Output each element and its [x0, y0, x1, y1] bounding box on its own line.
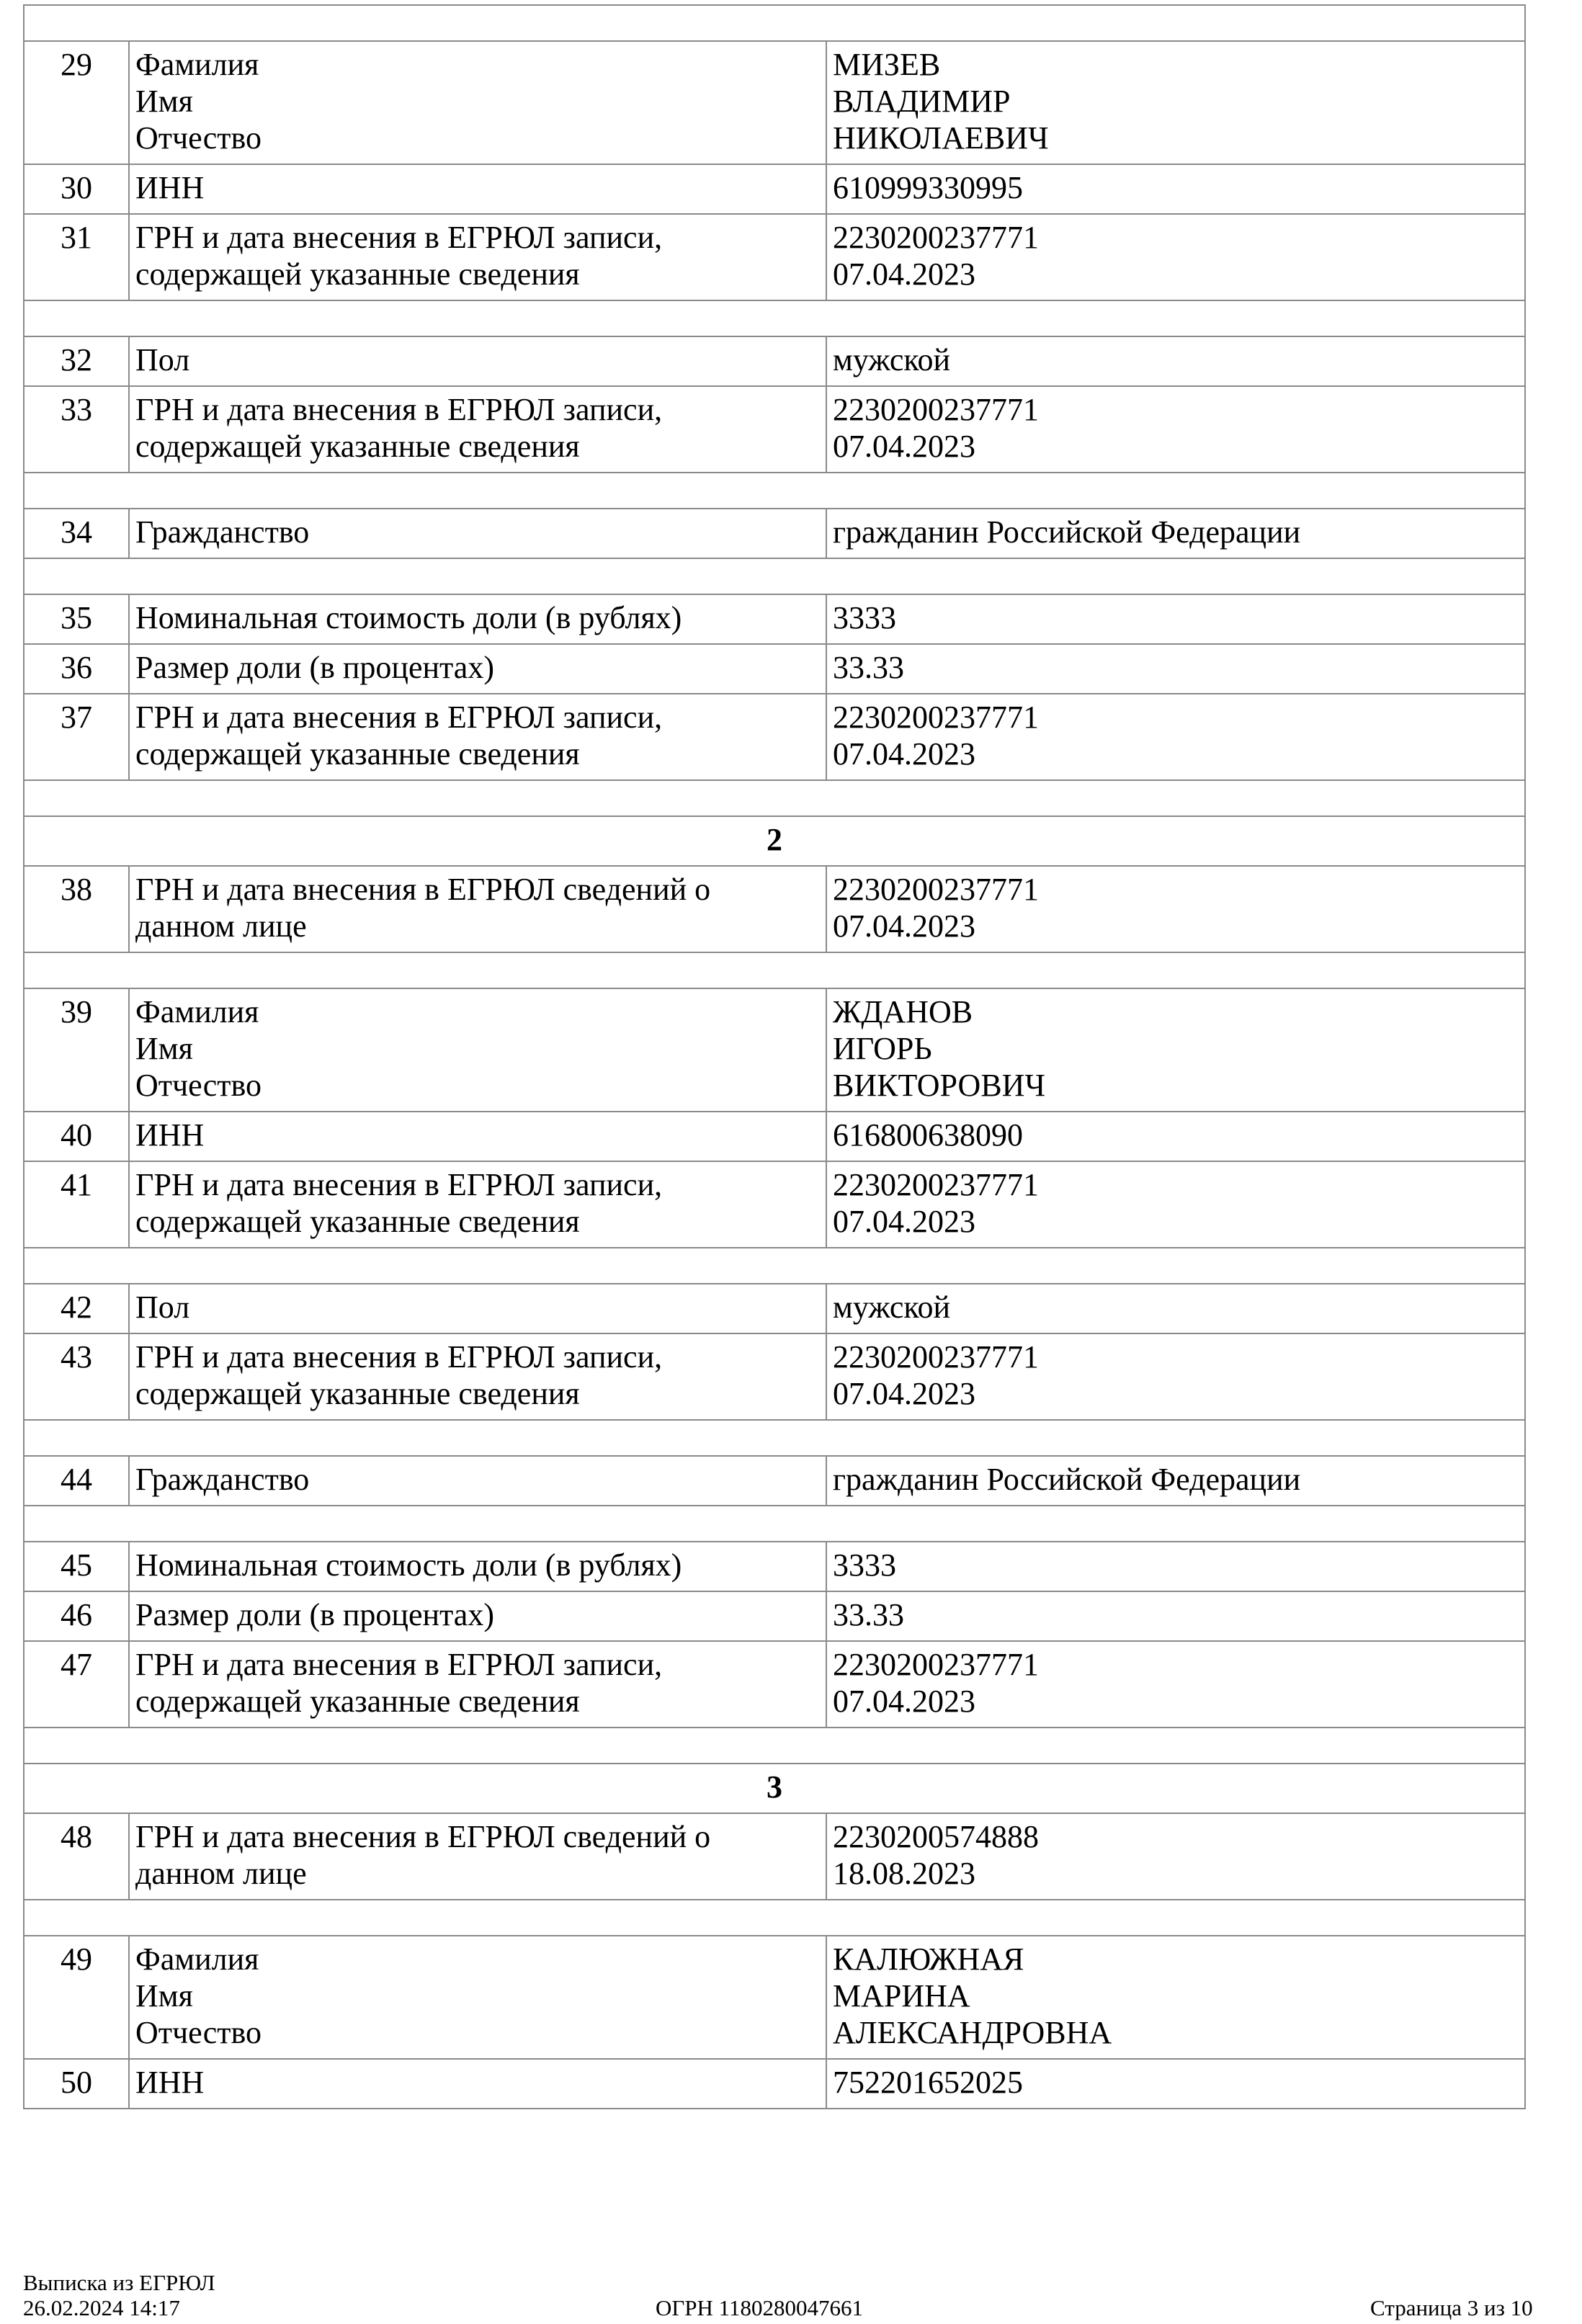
- field-label: Размер доли (в процентах): [129, 1591, 826, 1641]
- section-number: 2: [24, 816, 1525, 866]
- table-row: [24, 1284, 1525, 1333]
- row-number: 37: [24, 694, 129, 780]
- spacer-cell: [24, 558, 1525, 594]
- spacer-row: [24, 780, 1525, 816]
- spacer-cell: [24, 1728, 1525, 1764]
- field-label: ГРН и дата внесения в ЕГРЮЛ сведений о данном лице: [129, 866, 826, 952]
- spacer-cell: [24, 300, 1525, 336]
- footer-document-info: [23, 2270, 215, 2320]
- section-number: 3: [24, 1764, 1525, 1813]
- field-value: 3333: [826, 594, 1525, 644]
- row-number: 45: [24, 1542, 129, 1591]
- row-number: 42: [24, 1284, 129, 1333]
- row-number: 50: [24, 2059, 129, 2109]
- spacer-cell: [24, 1248, 1525, 1284]
- field-label: ИНН: [129, 1112, 826, 1161]
- spacer-cell: [24, 780, 1525, 816]
- spacer-row: [24, 1900, 1525, 1936]
- table-row: [24, 1112, 1525, 1161]
- field-value: 3333: [826, 1542, 1525, 1591]
- spacer-row: [24, 300, 1525, 336]
- spacer-row: [24, 1728, 1525, 1764]
- field-label: Фамилия Имя Отчество: [129, 988, 826, 1112]
- field-value: 2230200237771 07.04.2023: [826, 1161, 1525, 1248]
- field-value: 616800638090: [826, 1112, 1525, 1161]
- row-number: 40: [24, 1112, 129, 1161]
- row-number: 46: [24, 1591, 129, 1641]
- table-row: [24, 1161, 1525, 1248]
- footer-page-number: Страница 3 из 10: [1370, 2295, 1533, 2320]
- spacer-row: [24, 5, 1525, 41]
- table-row: [24, 214, 1525, 300]
- footer-ogrn: ОГРН 1180280047661: [656, 2295, 864, 2320]
- field-label: ИНН: [129, 2059, 826, 2109]
- field-label: Фамилия Имя Отчество: [129, 1936, 826, 2059]
- spacer-row: [24, 558, 1525, 594]
- row-number: 43: [24, 1333, 129, 1420]
- field-value: 2230200237771 07.04.2023: [826, 386, 1525, 473]
- footer-datetime: 26.02.2024 14:17: [23, 2295, 180, 2320]
- spacer-cell: [24, 473, 1525, 509]
- field-label: ИНН: [129, 164, 826, 214]
- field-value: гражданин Российской Федерации: [826, 509, 1525, 558]
- table-row: [24, 594, 1525, 644]
- table-row: [24, 1542, 1525, 1591]
- field-label: ГРН и дата внесения в ЕГРЮЛ записи, содержащей указанные сведения: [129, 1333, 826, 1420]
- field-label: Пол: [129, 336, 826, 386]
- table-row: [24, 866, 1525, 952]
- table-row: [24, 1813, 1525, 1900]
- row-number: 36: [24, 644, 129, 694]
- spacer-row: [24, 1420, 1525, 1456]
- field-value: мужской: [826, 1284, 1525, 1333]
- field-value: 33.33: [826, 644, 1525, 694]
- table-row: [24, 386, 1525, 473]
- row-number: 29: [24, 41, 129, 164]
- section-header-row: [24, 816, 1525, 866]
- table-row: [24, 41, 1525, 164]
- table-row: [24, 1591, 1525, 1641]
- field-value: 2230200237771 07.04.2023: [826, 694, 1525, 780]
- field-value: 2230200237771 07.04.2023: [826, 214, 1525, 300]
- row-number: 48: [24, 1813, 129, 1900]
- field-value: 2230200237771 07.04.2023: [826, 1333, 1525, 1420]
- table-row: [24, 644, 1525, 694]
- row-number: 33: [24, 386, 129, 473]
- field-value: 33.33: [826, 1591, 1525, 1641]
- row-number: 35: [24, 594, 129, 644]
- row-number: 47: [24, 1641, 129, 1728]
- row-number: 44: [24, 1456, 129, 1506]
- spacer-row: [24, 1248, 1525, 1284]
- footer-doc-title: Выписка из ЕГРЮЛ: [23, 2270, 215, 2295]
- row-number: 32: [24, 336, 129, 386]
- field-value: 752201652025: [826, 2059, 1525, 2109]
- row-number: 34: [24, 509, 129, 558]
- row-number: 39: [24, 988, 129, 1112]
- field-value: мужской: [826, 336, 1525, 386]
- egrul-extract-table: [23, 4, 1526, 2109]
- field-value: 610999330995: [826, 164, 1525, 214]
- field-label: ГРН и дата внесения в ЕГРЮЛ записи, содержащей указанные сведения: [129, 694, 826, 780]
- section-header-row: [24, 1764, 1525, 1813]
- field-label: ГРН и дата внесения в ЕГРЮЛ записи, содержащей указанные сведения: [129, 386, 826, 473]
- field-value: 2230200237771 07.04.2023: [826, 1641, 1525, 1728]
- spacer-cell: [24, 5, 1525, 41]
- spacer-cell: [24, 952, 1525, 988]
- field-label: ГРН и дата внесения в ЕГРЮЛ записи, содержащей указанные сведения: [129, 1641, 826, 1728]
- table-row: [24, 1936, 1525, 2059]
- row-number: 31: [24, 214, 129, 300]
- table-row: [24, 2059, 1525, 2109]
- field-value: МИЗЕВ ВЛАДИМИР НИКОЛАЕВИЧ: [826, 41, 1525, 164]
- field-label: Номинальная стоимость доли (в рублях): [129, 1542, 826, 1591]
- spacer-row: [24, 1506, 1525, 1542]
- field-label: Гражданство: [129, 1456, 826, 1506]
- table-row: [24, 694, 1525, 780]
- row-number: 49: [24, 1936, 129, 2059]
- field-label: ГРН и дата внесения в ЕГРЮЛ сведений о данном лице: [129, 1813, 826, 1900]
- field-label: Фамилия Имя Отчество: [129, 41, 826, 164]
- field-value: ЖДАНОВ ИГОРЬ ВИКТОРОВИЧ: [826, 988, 1525, 1112]
- table-row: [24, 509, 1525, 558]
- field-value: КАЛЮЖНАЯ МАРИНА АЛЕКСАНДРОВНА: [826, 1936, 1525, 2059]
- field-label: Номинальная стоимость доли (в рублях): [129, 594, 826, 644]
- spacer-cell: [24, 1900, 1525, 1936]
- spacer-row: [24, 473, 1525, 509]
- spacer-cell: [24, 1420, 1525, 1456]
- field-label: Гражданство: [129, 509, 826, 558]
- table-row: [24, 1456, 1525, 1506]
- table-row: [24, 164, 1525, 214]
- field-value: гражданин Российской Федерации: [826, 1456, 1525, 1506]
- table-row: [24, 1641, 1525, 1728]
- field-label: Размер доли (в процентах): [129, 644, 826, 694]
- table-row: [24, 1333, 1525, 1420]
- spacer-row: [24, 952, 1525, 988]
- field-label: ГРН и дата внесения в ЕГРЮЛ записи, содержащей указанные сведения: [129, 1161, 826, 1248]
- table-row: [24, 988, 1525, 1112]
- spacer-cell: [24, 1506, 1525, 1542]
- row-number: 30: [24, 164, 129, 214]
- row-number: 41: [24, 1161, 129, 1248]
- field-label: Пол: [129, 1284, 826, 1333]
- table-row: [24, 336, 1525, 386]
- row-number: 38: [24, 866, 129, 952]
- table-body: [24, 5, 1525, 2109]
- field-label: ГРН и дата внесения в ЕГРЮЛ записи, содержащей указанные сведения: [129, 214, 826, 300]
- field-value: 2230200237771 07.04.2023: [826, 866, 1525, 952]
- field-value: 2230200574888 18.08.2023: [826, 1813, 1525, 1900]
